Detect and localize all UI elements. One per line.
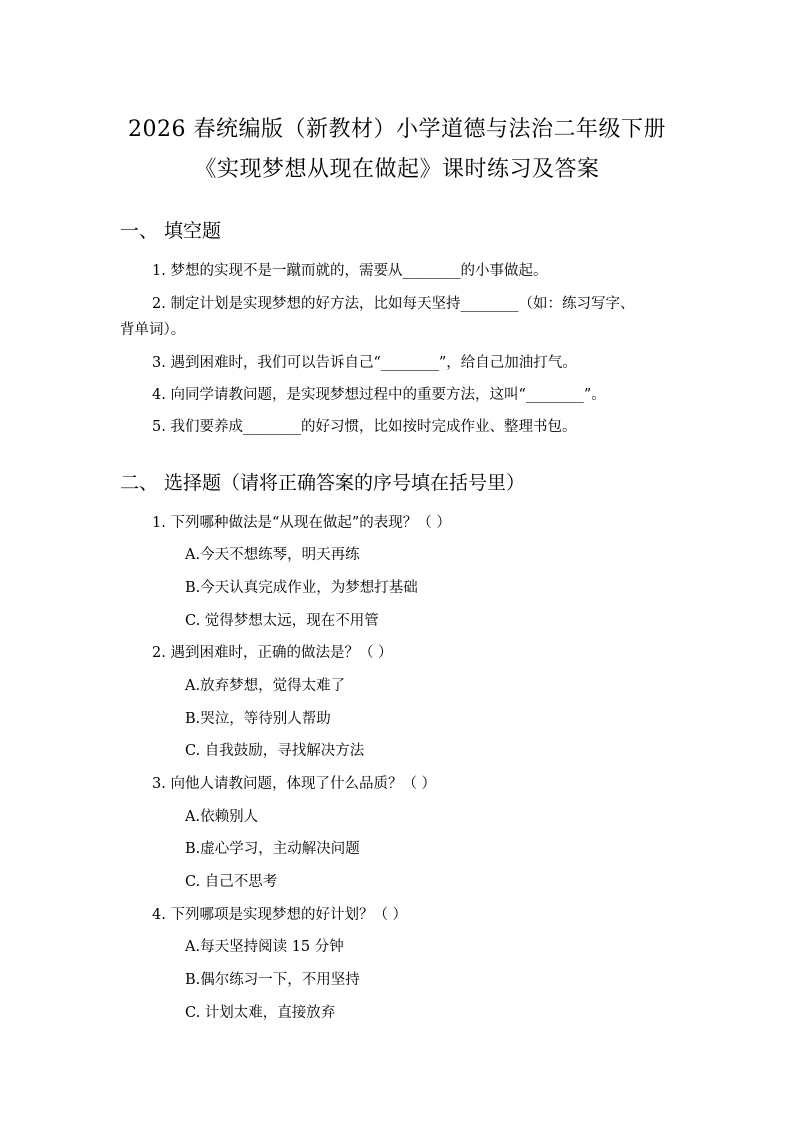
document-title-line-1: 2026 春统编版（新教材）小学道德与法治二年级下册 xyxy=(128,117,666,142)
fill-blank-item: 5. 我们要养成________的好习惯，比如按时完成作业、整理书包。 xyxy=(152,419,577,435)
fill-blank-item-continuation: 背单词）。 xyxy=(120,322,186,338)
fill-blank-item: 3. 遇到困难时，我们可以告诉自己“________”，给自己加油打气。 xyxy=(152,355,577,371)
question-text: 4. 下列哪项是实现梦想的好计划？（ ） xyxy=(152,907,408,923)
answer-option: A.依赖别人 xyxy=(185,809,259,825)
answer-option: B.哭泣，等待别人帮助 xyxy=(185,711,331,727)
fill-blank-item: 2. 制定计划是实现梦想的好方法，比如每天坚持________（如：练习写字、 xyxy=(152,296,635,312)
answer-option: C. 觉得梦想太远，现在不用管 xyxy=(185,613,379,629)
answer-option: C. 计划太难，直接放弃 xyxy=(185,1005,336,1021)
document-title-line-2: 《实现梦想从现在做起》课时练习及答案 xyxy=(194,157,600,182)
answer-option: B.虚心学习，主动解决问题 xyxy=(185,841,360,857)
question-text: 3. 向他人请教问题，体现了什么品质？（ ） xyxy=(152,776,437,792)
answer-option: B.偶尔练习一下，不用坚持 xyxy=(185,972,360,988)
fill-blank-item: 1. 梦想的实现不是一蹴而就的，需要从________的小事做起。 xyxy=(152,263,548,279)
section-heading-multiple-choice: 二、 选择题（请将正确答案的序号填在括号里） xyxy=(120,472,526,494)
answer-option: A.今天不想练琴，明天再练 xyxy=(185,547,360,563)
answer-option: B.今天认真完成作业，为梦想打基础 xyxy=(185,580,418,596)
answer-option: A.放弃梦想，觉得太难了 xyxy=(185,678,346,694)
question-text: 2. 遇到困难时，正确的做法是？（ ） xyxy=(152,645,393,661)
question-text: 1. 下列哪种做法是“从现在做起”的表现？（ ） xyxy=(152,515,451,531)
fill-blank-item: 4. 向同学请教问题，是实现梦想过程中的重要方法，这叫“________”。 xyxy=(152,387,606,403)
answer-option: A.每天坚持阅读 15 分钟 xyxy=(185,939,344,955)
answer-option: C. 自我鼓励，寻找解决方法 xyxy=(185,743,365,759)
section-heading-fill-blank: 一、 填空题 xyxy=(120,220,222,242)
answer-option: C. 自己不思考 xyxy=(185,874,278,890)
